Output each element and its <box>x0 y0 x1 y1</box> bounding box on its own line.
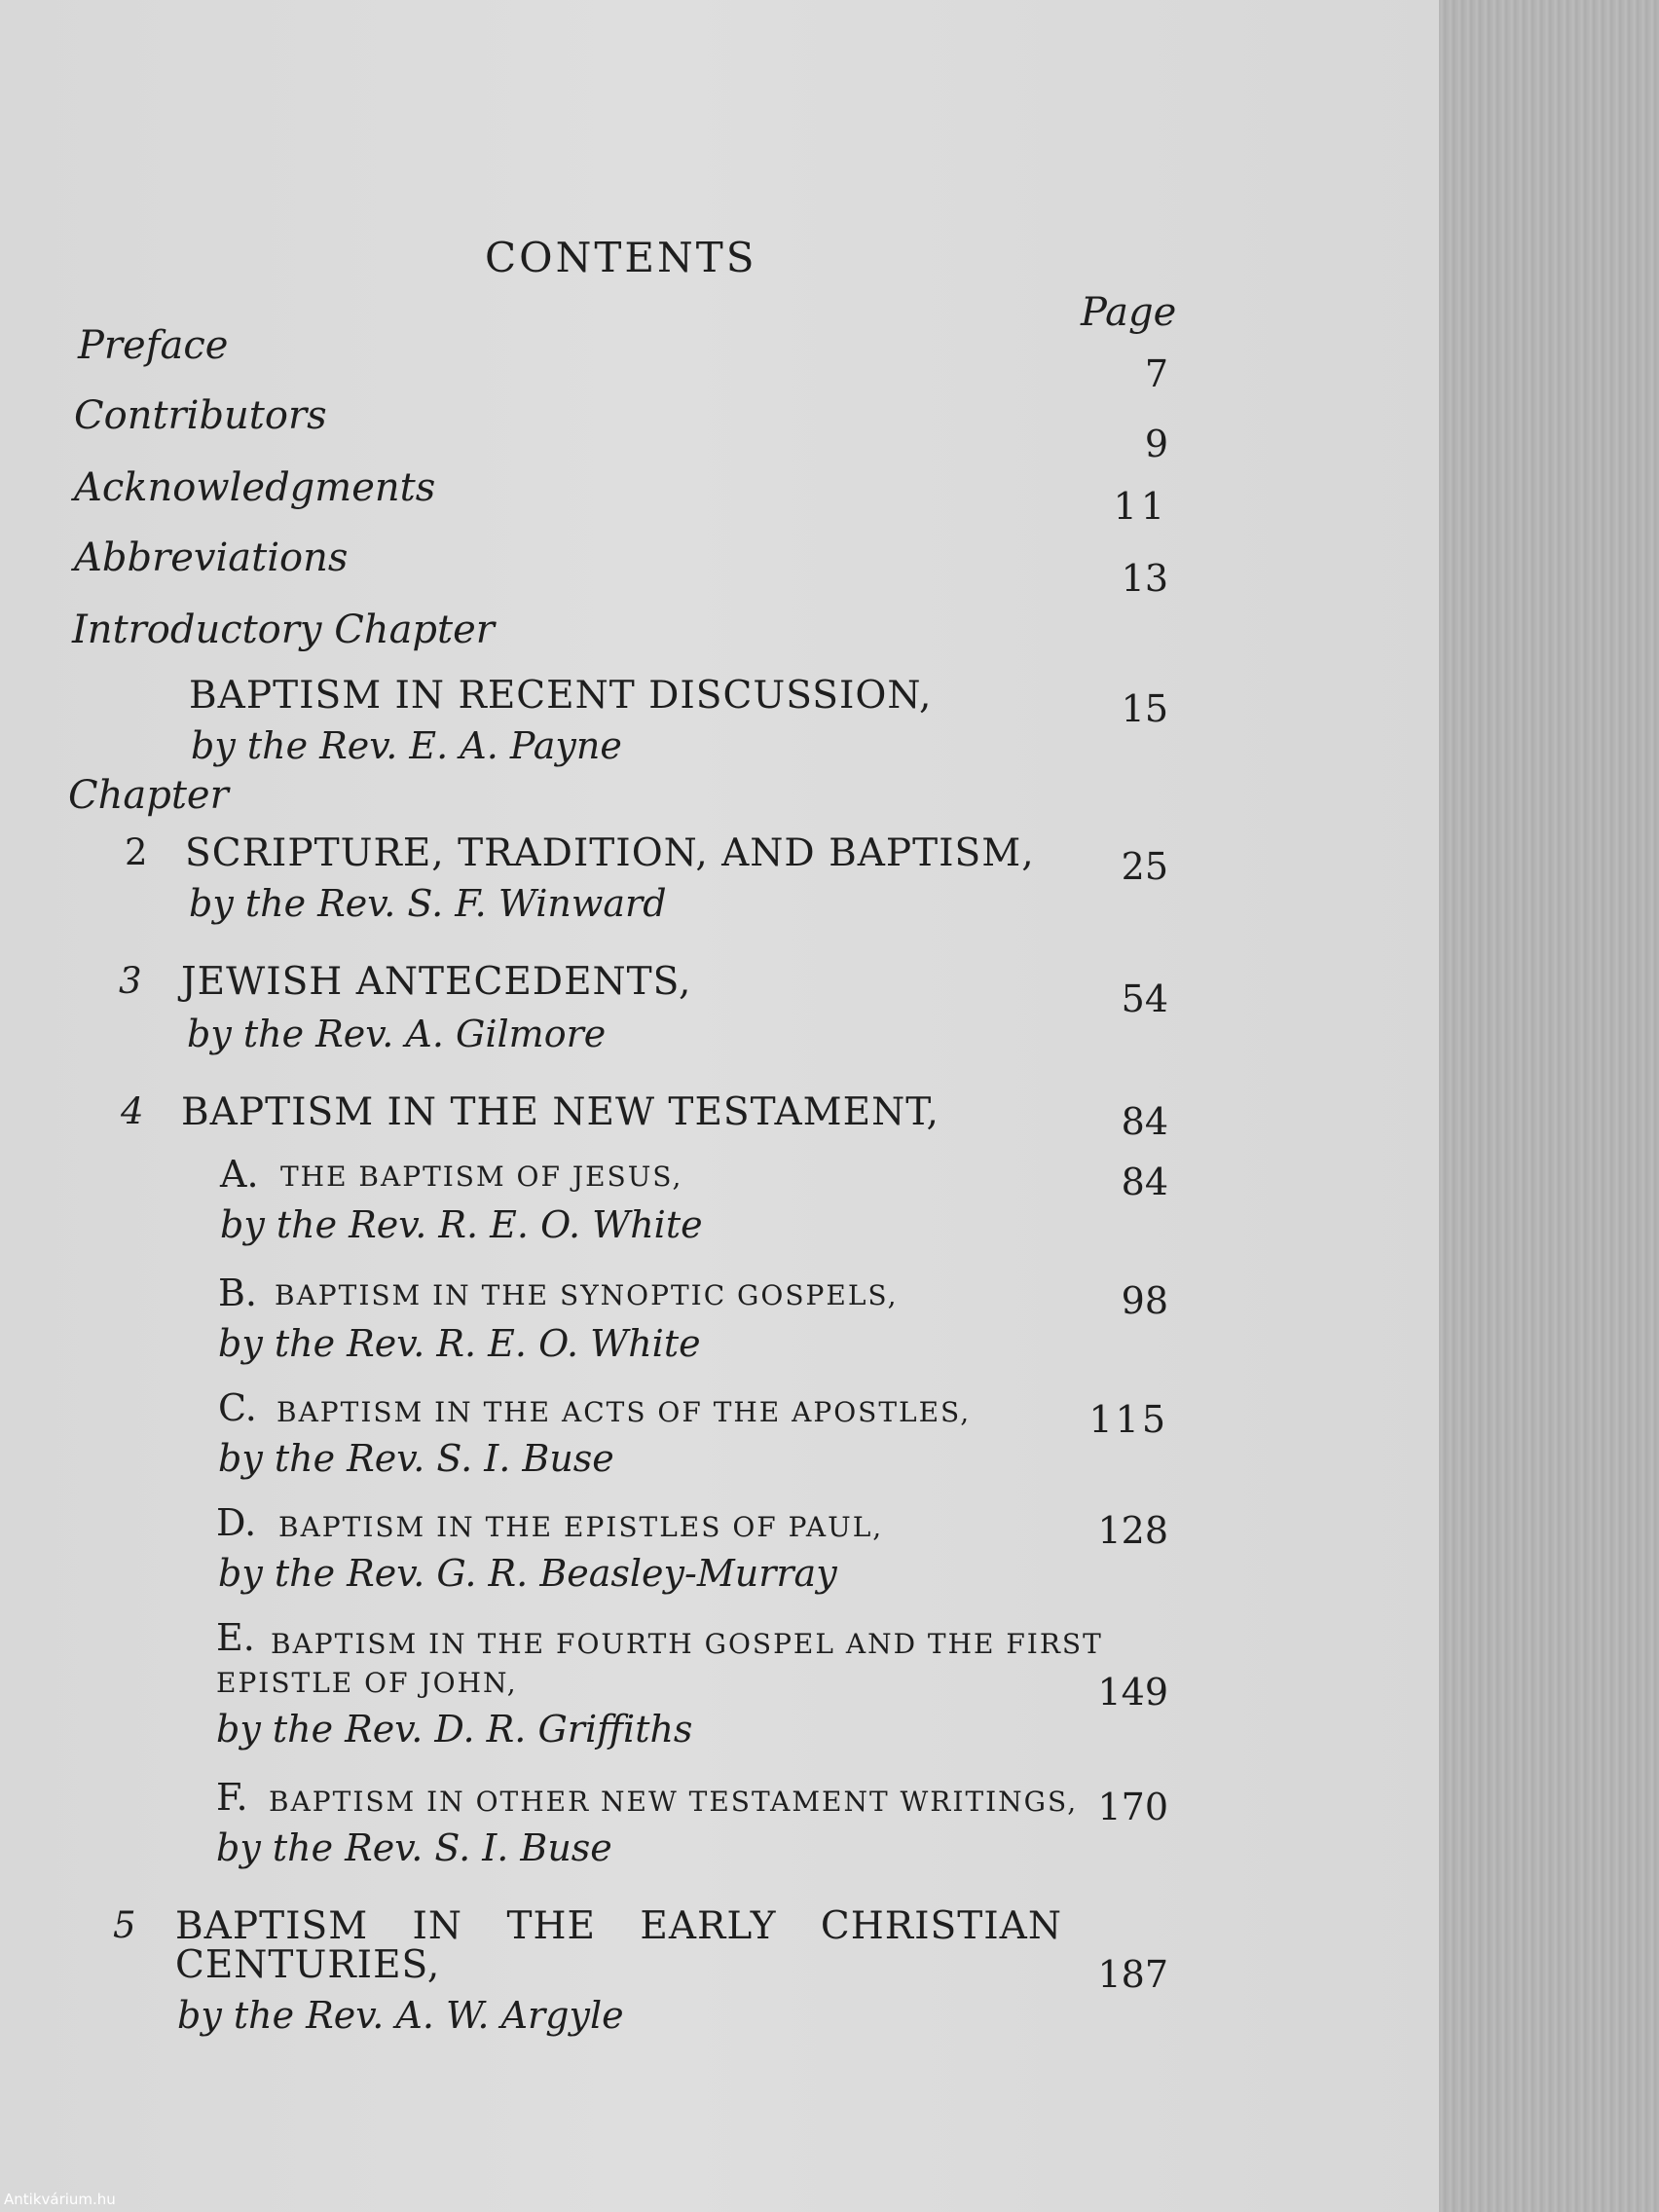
page-number-contributors: 9 <box>1144 423 1168 465</box>
section-author: by the Rev. D. R. Griffiths <box>216 1708 693 1751</box>
page-number-section-f: 170 <box>1097 1786 1168 1828</box>
page-number-preface: 7 <box>1144 352 1168 395</box>
section-author: by the Rev. R. E. O. White <box>220 1203 703 1246</box>
section-title: BAPTISM IN THE ACTS OF THE APOSTLES, <box>276 1396 972 1428</box>
toc-entry-contributors: Contributors <box>74 393 327 438</box>
chapter-title-continued: CENTURIES, <box>175 1943 441 1987</box>
page-number-chapter-5: 187 <box>1097 1953 1168 1996</box>
watermark: Antikvárium.hu <box>4 2191 116 2208</box>
section-title-continued: EPISTLE OF JOHN, <box>216 1667 518 1699</box>
section-letter: A. <box>220 1153 259 1196</box>
chapter-author: by the Rev. S. F. Winward <box>189 882 667 925</box>
chapter-label: Chapter <box>68 773 229 818</box>
chapter-number: 5 <box>113 1904 136 1946</box>
chapter-number: 3 <box>119 960 142 1002</box>
chapter-number: 2 <box>125 831 148 873</box>
intro-chapter-title: BAPTISM IN RECENT DISCUSSION, <box>189 674 933 718</box>
page-number-chapter-2: 25 <box>1121 845 1168 888</box>
intro-chapter-label: Introductory Chapter <box>72 608 495 652</box>
page-number-section-d: 128 <box>1097 1509 1168 1552</box>
contents-title: CONTENTS <box>485 234 757 281</box>
section-letter: B. <box>218 1272 258 1314</box>
section-author: by the Rev. S. I. Buse <box>216 1826 612 1869</box>
page-number-section-b: 98 <box>1121 1279 1168 1322</box>
toc-entry-preface: Preface <box>78 323 229 368</box>
chapter-title: BAPTISM IN THE EARLY CHRISTIAN <box>175 1904 1062 1948</box>
chapter-number: 4 <box>121 1090 144 1132</box>
chapter-author: by the Rev. A. W. Argyle <box>177 1994 624 2037</box>
page-column-header: Page <box>1081 290 1177 335</box>
page-number-intro: 15 <box>1121 687 1168 730</box>
page-number-section-e: 149 <box>1097 1671 1168 1714</box>
section-title: BAPTISM IN THE FOURTH GOSPEL AND THE FIRST <box>271 1628 1103 1660</box>
page-number-section-a: 84 <box>1121 1161 1168 1203</box>
section-author: by the Rev. G. R. Beasley-Murray <box>218 1552 837 1595</box>
section-author: by the Rev. R. E. O. White <box>218 1322 701 1365</box>
chapter-title: BAPTISM IN THE NEW TESTAMENT, <box>181 1090 940 1134</box>
section-title: BAPTISM IN THE EPISTLES OF PAUL, <box>278 1511 884 1543</box>
toc-entry-abbreviations: Abbreviations <box>74 535 349 580</box>
section-title: BAPTISM IN OTHER NEW TESTAMENT WRITINGS, <box>269 1786 1079 1818</box>
chapter-title: SCRIPTURE, TRADITION, AND BAPTISM, <box>185 831 1035 875</box>
page-number-section-c: 115 <box>1088 1398 1168 1441</box>
section-letter: C. <box>218 1386 257 1429</box>
section-title: BAPTISM IN THE SYNOPTIC GOSPELS, <box>275 1279 899 1311</box>
page-number-acknowledgments: 11 <box>1113 485 1168 528</box>
page-number-chapter-3: 54 <box>1121 977 1168 1020</box>
section-author: by the Rev. S. I. Buse <box>218 1437 614 1480</box>
section-letter: E. <box>216 1616 255 1659</box>
section-title: THE BAPTISM OF JESUS, <box>280 1161 683 1193</box>
toc-entry-acknowledgments: Acknowledgments <box>74 465 436 510</box>
intro-chapter-author: by the Rev. E. A. Payne <box>191 724 622 767</box>
page-number-chapter-4: 84 <box>1121 1100 1168 1143</box>
page-edge-stack <box>1439 0 1659 2212</box>
section-letter: D. <box>216 1501 257 1544</box>
page-number-abbreviations: 13 <box>1121 557 1168 600</box>
chapter-title: JEWISH ANTECEDENTS, <box>181 960 692 1004</box>
section-letter: F. <box>216 1776 248 1819</box>
chapter-author: by the Rev. A. Gilmore <box>187 1013 607 1055</box>
